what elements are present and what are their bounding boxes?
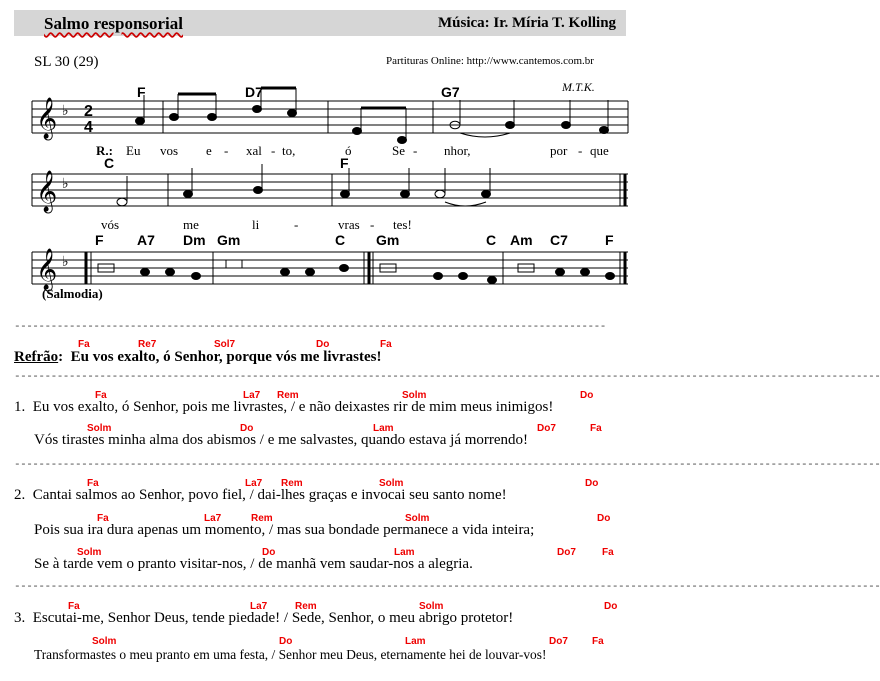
svg-text:♭: ♭ (62, 253, 69, 269)
chord-label: Fa (380, 339, 392, 350)
svg-text:xal: xal (246, 143, 262, 158)
page-title: Salmo responsorial (44, 14, 184, 33)
svg-text:me: me (183, 217, 199, 232)
verse-3-line-1: 3. Escutai-me, Senhor Deus, tende piedade! / Sede, Senhor, o meu abrigo protetor! (14, 610, 514, 626)
source-credit: Partituras Online: http://www.cantemos.com.br (386, 55, 594, 67)
verse-2-line-2: Pois sua ira dura apenas um momento, / mas sua bondade permanece a vida inteira; (34, 522, 535, 538)
chord-label: Fa (592, 636, 604, 647)
svg-text:-: - (294, 217, 299, 232)
svg-text:F: F (605, 232, 614, 248)
verse-3-line-2: Transformastes o meu pranto em uma festa, / Senhor meu Deus, eternamente hei de louvar-vos! (34, 647, 547, 662)
chord-label: Fa (87, 478, 99, 489)
svg-text:-: - (578, 143, 583, 158)
verse-1-line-2: Vós tirastes minha alma dos abismos / e me salvastes, quando estava já morrendo! (34, 432, 529, 448)
svg-text:Am: Am (510, 232, 533, 248)
svg-text:C: C (104, 155, 115, 171)
svg-text:♭: ♭ (62, 102, 69, 118)
chord-label: Rem (277, 390, 299, 401)
chord-label: Fa (95, 390, 107, 401)
chord-label: Solm (419, 601, 444, 612)
svg-text:♭: ♭ (62, 175, 69, 191)
chord-label: Do7 (537, 423, 556, 434)
chord-label: La7 (243, 390, 261, 401)
chord-label: Rem (281, 478, 303, 489)
svg-text:que: que (590, 143, 609, 158)
svg-text:li: li (252, 217, 260, 232)
refrain: Refrão: Eu vos exalto, ó Senhor, porque vós me livrastes! (14, 349, 382, 365)
chord-label: Solm (77, 547, 102, 558)
svg-text:vós: vós (101, 217, 120, 232)
svg-text:Dm: Dm (183, 232, 206, 248)
chord-label: Lam (394, 547, 415, 558)
svg-text:G7: G7 (441, 84, 460, 100)
chord-label: Sol7 (214, 339, 236, 350)
chord-label: Solm (379, 478, 404, 489)
svg-text:Gm: Gm (217, 232, 241, 248)
svg-text:vos: vos (160, 143, 179, 158)
svg-text:C: C (486, 232, 497, 248)
svg-text:F: F (340, 155, 349, 171)
time-sig-bottom: 4 (84, 119, 93, 136)
svg-text:Eu: Eu (126, 143, 141, 158)
svg-text:-: - (370, 217, 375, 232)
chord-label: Do7 (549, 636, 568, 647)
staff-1 (32, 101, 628, 133)
chord-label: Do (240, 423, 254, 434)
svg-text:C: C (335, 232, 346, 248)
staff-3 (32, 252, 628, 284)
chord-label: La7 (204, 513, 222, 524)
svg-text:tes!: tes! (393, 217, 412, 232)
chord-label: Fa (68, 601, 80, 612)
svg-text:to,: to, (282, 143, 296, 158)
verse-1-line-1: 1. Eu vos exalto, ó Senhor, pois me livrastes, / e não deixastes rir de mim meus inimigos! (14, 399, 554, 415)
svg-text:e: e (206, 143, 212, 158)
svg-text:Gm: Gm (376, 232, 400, 248)
chord-label: La7 (245, 478, 263, 489)
svg-text:por: por (550, 143, 568, 158)
staff-2 (32, 174, 628, 206)
chord-label: Fa (78, 339, 90, 350)
chord-label: Lam (405, 636, 426, 647)
chord-label: Solm (92, 636, 117, 647)
chord-label: Lam (373, 423, 394, 434)
chord-label: Re7 (138, 339, 157, 350)
verse-2-line-1: 2. Cantai salmos ao Senhor, povo fiel, / dai-lhes graças e invocai seu santo nome! (14, 487, 507, 503)
verse-2-line-3: Se à tarde vem o pranto visitar-nos, / de manhã vem saudar-nos a alegria. (34, 556, 473, 572)
svg-text:𝄞: 𝄞 (36, 170, 58, 211)
svg-text:𝄞: 𝄞 (36, 248, 58, 289)
chord-label: Do (316, 339, 330, 350)
chord-label: La7 (250, 601, 268, 612)
svg-text:nhor,: nhor, (444, 143, 471, 158)
svg-text:𝄞: 𝄞 (36, 97, 58, 138)
chord-label: Solm (405, 513, 430, 524)
svg-text:-: - (271, 143, 276, 158)
svg-text:vras: vras (338, 217, 360, 232)
chord-label: Solm (402, 390, 427, 401)
chord-label: Fa (602, 547, 614, 558)
music-credit: Música: Ir. Míria T. Kolling (438, 15, 617, 31)
chord-label: Do7 (557, 547, 576, 558)
chord-label: Do (585, 478, 599, 489)
chord-label: Solm (87, 423, 112, 434)
svg-text:Se: Se (392, 143, 405, 158)
psalm-reference: SL 30 (29) (34, 54, 99, 70)
salmodia-label: (Salmodia) (42, 286, 103, 301)
chord-label: Do (580, 390, 594, 401)
divider: ------------------------------------------------------------------------------------------------- (14, 321, 606, 333)
svg-text:D7: D7 (245, 84, 263, 100)
arranger-initials: M.T.K. (562, 80, 595, 94)
chord-label: Rem (295, 601, 317, 612)
sheet-music (0, 0, 646, 305)
chord-label: Do (604, 601, 618, 612)
svg-text:A7: A7 (137, 232, 155, 248)
chord-label: Do (597, 513, 611, 524)
svg-text:F: F (95, 232, 104, 248)
svg-text:-: - (413, 143, 418, 158)
svg-text:-: - (224, 143, 229, 158)
chord-label: Do (279, 636, 293, 647)
svg-text:F: F (137, 84, 146, 100)
svg-text:R.:: R.: (96, 143, 113, 158)
time-sig-top: 2 (84, 103, 93, 120)
svg-text:ó: ó (345, 143, 352, 158)
chord-label: Fa (590, 423, 602, 434)
chord-label: Fa (97, 513, 109, 524)
chord-label: Rem (251, 513, 273, 524)
svg-text:C7: C7 (550, 232, 568, 248)
chord-label: Do (262, 547, 276, 558)
